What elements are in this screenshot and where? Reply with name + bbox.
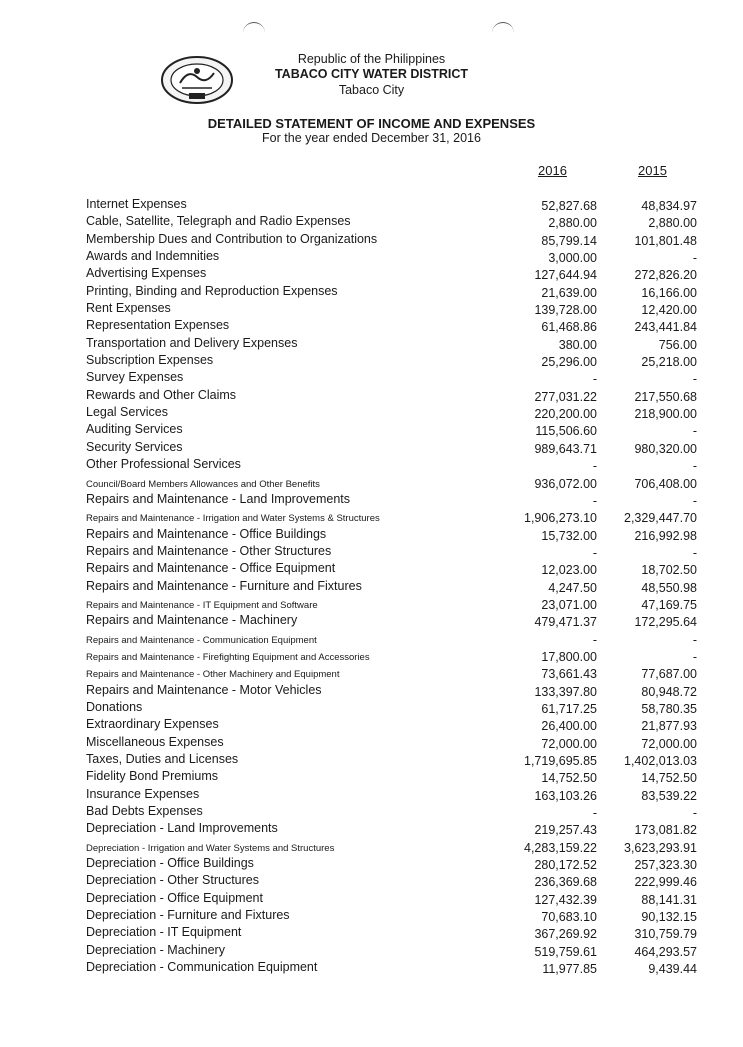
city-name: Tabaco City bbox=[338, 83, 405, 97]
row-label: Advertising Expenses bbox=[86, 266, 207, 281]
row-label: Auditing Services bbox=[86, 422, 183, 437]
table-row bbox=[0, 491, 743, 508]
value-2015: - bbox=[692, 493, 697, 508]
table-row bbox=[0, 682, 743, 699]
table-row bbox=[0, 734, 743, 751]
value-2016: 15,732.00 bbox=[541, 528, 597, 543]
value-2015: 756.00 bbox=[658, 337, 697, 352]
row-label: Depreciation - Furniture and Fixtures bbox=[86, 908, 290, 923]
row-label: Survey Expenses bbox=[86, 370, 184, 385]
row-label: Taxes, Duties and Licenses bbox=[86, 752, 239, 766]
table-row bbox=[0, 907, 743, 924]
value-2016: 936,072.00 bbox=[534, 476, 597, 491]
value-2016: 479,471.37 bbox=[534, 615, 597, 630]
value-2016: - bbox=[592, 632, 597, 647]
value-2015: 88,141.31 bbox=[641, 892, 697, 907]
table-row bbox=[0, 612, 743, 629]
value-2015: 80,948.72 bbox=[641, 684, 697, 699]
value-2016: 127,644.94 bbox=[534, 268, 597, 283]
value-2015: 2,880.00 bbox=[648, 216, 697, 231]
row-label: Legal Services bbox=[86, 405, 168, 420]
table-row bbox=[0, 630, 743, 647]
row-label: Repairs and Maintenance - Motor Vehicles bbox=[86, 682, 322, 697]
row-label: Repairs and Maintenance - Furniture and Fixtures bbox=[86, 578, 362, 593]
value-2016: 989,643.71 bbox=[534, 441, 597, 456]
row-label: Repairs and Maintenance - Office Buildings bbox=[86, 526, 327, 541]
value-2016: - bbox=[592, 459, 597, 474]
table-row bbox=[0, 439, 743, 456]
value-2016: 25,296.00 bbox=[541, 355, 597, 370]
value-2015: 58,780.35 bbox=[641, 701, 697, 716]
value-2016: 380.00 bbox=[558, 337, 597, 352]
value-2015: 14,752.50 bbox=[641, 771, 697, 786]
row-label: Repairs and Maintenance - Other Structures bbox=[86, 543, 332, 558]
table-row bbox=[0, 508, 743, 525]
value-2015: 16,166.00 bbox=[641, 285, 697, 300]
table-row bbox=[0, 352, 743, 369]
row-label: Awards and Indemnities bbox=[86, 249, 220, 264]
value-2016: 139,728.00 bbox=[534, 303, 597, 318]
value-2016: 127,432.39 bbox=[534, 892, 597, 907]
value-2015: - bbox=[692, 545, 697, 560]
value-2015: 101,801.48 bbox=[634, 233, 697, 248]
value-2015: 12,420.00 bbox=[641, 303, 697, 318]
table-row bbox=[0, 838, 743, 855]
row-label: Depreciation - Office Buildings bbox=[86, 856, 254, 871]
row-label: Repairs and Maintenance - Other Machinery and Equipment bbox=[86, 669, 340, 681]
value-2015: 218,900.00 bbox=[634, 407, 697, 422]
table-row bbox=[0, 335, 743, 352]
row-label: Other Professional Services bbox=[86, 457, 241, 472]
value-2016: 277,031.22 bbox=[534, 389, 597, 404]
value-2016: 23,071.00 bbox=[541, 597, 597, 612]
table-row bbox=[0, 803, 743, 820]
row-label: Repairs and Maintenance - IT Equipment and Software bbox=[86, 599, 318, 611]
value-2015: 18,702.50 bbox=[641, 563, 697, 578]
value-2016: 219,257.43 bbox=[534, 823, 597, 838]
value-2015: 21,877.93 bbox=[641, 719, 697, 734]
value-2015: 9,439.44 bbox=[648, 962, 697, 977]
row-label: Insurance Expenses bbox=[86, 786, 200, 801]
row-label: Depreciation - Communication Equipment bbox=[86, 960, 318, 975]
value-2016: 26,400.00 bbox=[541, 719, 597, 734]
value-2015: 980,320.00 bbox=[634, 441, 697, 456]
table-row bbox=[0, 526, 743, 543]
value-2015: 47,169.75 bbox=[641, 597, 697, 612]
row-label: Council/Board Members Allowances and Other Benefits bbox=[86, 478, 320, 490]
table-row bbox=[0, 595, 743, 612]
table-row bbox=[0, 213, 743, 230]
row-label: Rewards and Other Claims bbox=[86, 387, 237, 402]
table-row bbox=[0, 196, 743, 213]
table-row bbox=[0, 248, 743, 265]
value-2015: 3,623,293.91 bbox=[624, 840, 697, 855]
value-2016: 12,023.00 bbox=[541, 563, 597, 578]
table-row bbox=[0, 578, 743, 595]
value-2015: - bbox=[692, 632, 697, 647]
value-2016: 72,000.00 bbox=[541, 736, 597, 751]
value-2016: 3,000.00 bbox=[548, 251, 597, 266]
value-2016: 2,880.00 bbox=[548, 216, 597, 231]
value-2015: - bbox=[692, 251, 697, 266]
value-2015: 173,081.82 bbox=[634, 823, 697, 838]
republic-line: Republic of the Philippines bbox=[297, 52, 446, 66]
row-label: Repairs and Maintenance - Office Equipment bbox=[86, 561, 336, 576]
value-2016: - bbox=[592, 545, 597, 560]
value-2015: 222,999.46 bbox=[634, 875, 697, 890]
value-2016: 163,103.26 bbox=[534, 788, 597, 803]
value-2016: 21,639.00 bbox=[541, 285, 597, 300]
table-row bbox=[0, 664, 743, 681]
value-2015: - bbox=[692, 372, 697, 387]
row-label: Repairs and Maintenance - Communication Equipment bbox=[86, 634, 317, 646]
row-label: Bad Debts Expenses bbox=[86, 804, 203, 819]
table-row bbox=[0, 387, 743, 404]
row-label: Repairs and Maintenance - Land Improvements bbox=[86, 491, 351, 506]
value-2015: 464,293.57 bbox=[634, 944, 697, 959]
value-2016: 280,172.52 bbox=[534, 858, 597, 873]
table-row bbox=[0, 716, 743, 733]
expense-table bbox=[0, 196, 743, 976]
value-2016: 73,661.43 bbox=[541, 667, 597, 682]
value-2016: 519,759.61 bbox=[534, 944, 597, 959]
statement-title: DETAILED STATEMENT OF INCOME AND EXPENSES bbox=[207, 116, 536, 131]
value-2016: 115,506.60 bbox=[535, 424, 597, 439]
row-label: Depreciation - Office Equipment bbox=[86, 890, 263, 905]
value-2016: 11,977.85 bbox=[542, 962, 597, 977]
value-2015: - bbox=[692, 649, 697, 664]
row-label: Donations bbox=[86, 699, 143, 714]
table-row bbox=[0, 872, 743, 889]
row-label: Repairs and Maintenance - Irrigation and Water Systems & Structures bbox=[86, 513, 380, 525]
value-2016: 61,468.86 bbox=[541, 320, 597, 335]
value-2015: 217,550.68 bbox=[634, 389, 697, 404]
column-header-2015: 2015 bbox=[638, 163, 667, 178]
row-label: Representation Expenses bbox=[86, 318, 230, 333]
value-2015: 272,826.20 bbox=[634, 268, 697, 283]
table-row bbox=[0, 959, 743, 976]
value-2015: 83,539.22 bbox=[641, 788, 697, 803]
table-row bbox=[0, 456, 743, 473]
row-label: Rent Expenses bbox=[86, 301, 171, 316]
table-row bbox=[0, 404, 743, 421]
value-2016: 4,283,159.22 bbox=[524, 840, 597, 855]
value-2015: 25,218.00 bbox=[641, 355, 697, 370]
table-row bbox=[0, 560, 743, 577]
table-row bbox=[0, 647, 743, 664]
value-2015: 2,329,447.70 bbox=[624, 511, 697, 526]
table-row bbox=[0, 369, 743, 386]
row-label: Miscellaneous Expenses bbox=[86, 734, 224, 749]
value-2015: 172,295.64 bbox=[634, 615, 697, 630]
row-label: Depreciation - Land Improvements bbox=[86, 821, 278, 836]
row-label: Depreciation - Irrigation and Water Systems and Structures bbox=[86, 842, 335, 854]
punch-hole-mark-right bbox=[492, 22, 514, 37]
table-row bbox=[0, 786, 743, 803]
value-2016: 133,397.80 bbox=[534, 684, 597, 699]
table-row bbox=[0, 751, 743, 768]
value-2016: 61,717.25 bbox=[541, 701, 597, 716]
value-2016: 14,752.50 bbox=[541, 771, 597, 786]
row-label: Subscription Expenses bbox=[86, 353, 214, 368]
table-row bbox=[0, 317, 743, 334]
value-2015: 310,759.79 bbox=[634, 927, 697, 942]
value-2016: 236,369.68 bbox=[534, 875, 597, 890]
district-name: TABACO CITY WATER DISTRICT bbox=[274, 67, 469, 81]
value-2015: 216,992.98 bbox=[634, 528, 697, 543]
value-2016: 220,200.00 bbox=[534, 407, 597, 422]
table-row bbox=[0, 699, 743, 716]
table-row bbox=[0, 942, 743, 959]
table-row bbox=[0, 924, 743, 941]
table-row bbox=[0, 265, 743, 282]
value-2016: 367,269.92 bbox=[534, 927, 597, 942]
row-label: Internet Expenses bbox=[86, 197, 187, 211]
table-row bbox=[0, 300, 743, 317]
value-2015: 72,000.00 bbox=[641, 736, 697, 751]
row-label: Depreciation - Other Structures bbox=[86, 873, 259, 888]
value-2016: 1,906,273.10 bbox=[524, 511, 597, 526]
value-2016: - bbox=[592, 372, 597, 387]
value-2016: 70,683.10 bbox=[541, 910, 597, 925]
value-2015: 48,550.98 bbox=[641, 580, 697, 595]
row-label: Repairs and Maintenance - Machinery bbox=[86, 613, 298, 628]
value-2016: - bbox=[592, 493, 597, 508]
statement-period: For the year ended December 31, 2016 bbox=[262, 131, 481, 145]
row-label: Transportation and Delivery Expenses bbox=[86, 335, 298, 350]
table-row bbox=[0, 474, 743, 491]
column-header-2016: 2016 bbox=[538, 163, 567, 178]
punch-hole-mark-left bbox=[243, 22, 265, 37]
row-label: Depreciation - IT Equipment bbox=[86, 925, 242, 940]
value-2015: - bbox=[692, 424, 697, 439]
value-2015: 1,402,013.03 bbox=[624, 754, 697, 768]
value-2016: 4,247.50 bbox=[548, 580, 597, 595]
value-2016: 17,800.00 bbox=[541, 649, 597, 664]
table-row bbox=[0, 421, 743, 438]
row-label: Printing, Binding and Reproduction Expenses bbox=[86, 283, 338, 298]
value-2015: - bbox=[692, 806, 697, 821]
row-label: Membership Dues and Contribution to Organizations bbox=[86, 231, 378, 246]
table-row bbox=[0, 820, 743, 837]
table-row bbox=[0, 890, 743, 907]
table-row bbox=[0, 231, 743, 248]
value-2016: 1,719,695.85 bbox=[524, 754, 597, 768]
row-label: Security Services bbox=[86, 439, 183, 454]
table-row bbox=[0, 543, 743, 560]
row-label: Extraordinary Expenses bbox=[86, 717, 219, 732]
row-label: Cable, Satellite, Telegraph and Radio Expenses bbox=[86, 214, 351, 229]
value-2016: 85,799.14 bbox=[541, 233, 597, 248]
value-2015: 77,687.00 bbox=[641, 667, 697, 682]
value-2016: - bbox=[592, 806, 597, 821]
row-label: Fidelity Bond Premiums bbox=[86, 769, 218, 784]
value-2015: - bbox=[692, 459, 697, 474]
table-row bbox=[0, 768, 743, 785]
value-2015: 90,132.15 bbox=[641, 910, 697, 925]
value-2015: 48,834.97 bbox=[641, 199, 697, 213]
value-2015: 243,441.84 bbox=[634, 320, 697, 335]
table-row bbox=[0, 283, 743, 300]
table-row bbox=[0, 855, 743, 872]
row-label: Depreciation - Machinery bbox=[86, 942, 225, 957]
row-label: Repairs and Maintenance - Firefighting Equipment and Accessories bbox=[86, 651, 370, 663]
value-2015: 706,408.00 bbox=[634, 476, 697, 491]
value-2016: 52,827.68 bbox=[541, 199, 597, 213]
value-2015: 257,323.30 bbox=[634, 858, 697, 873]
